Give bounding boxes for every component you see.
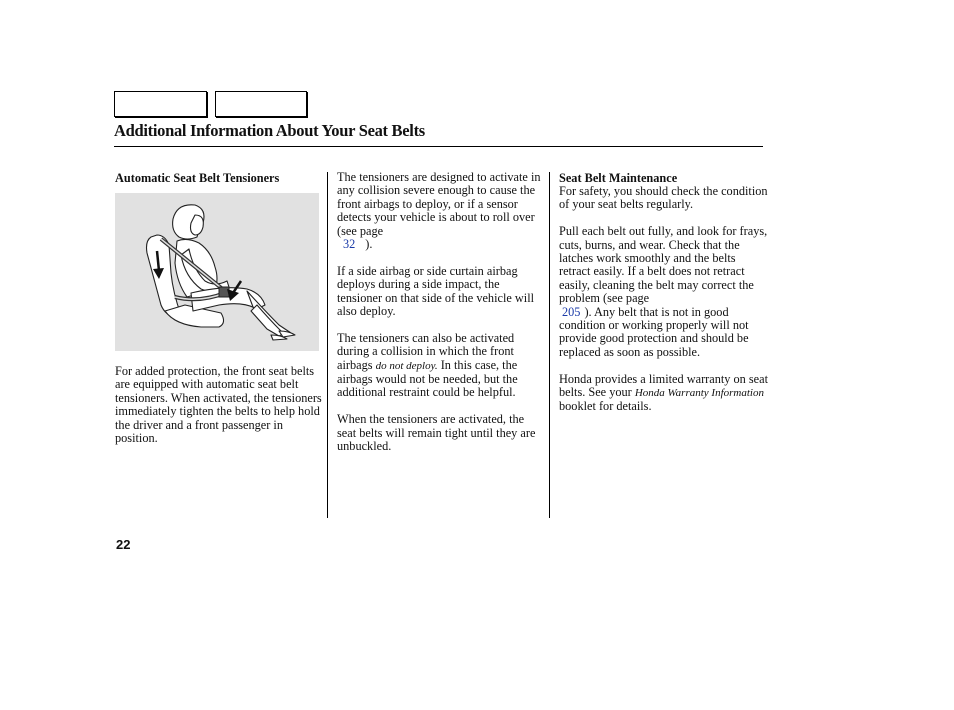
middle-column xyxy=(337,171,544,467)
inspection-paragraph xyxy=(559,225,769,359)
paragraph-text: The tensioners are designed to activate in any collision severe enough to cause the front airbags to deploy, or if a sensor detects your vehicle is about to roll over (see page xyxy=(337,170,541,238)
page-reference-link[interactable]: 205 xyxy=(562,304,581,319)
page-reference-link[interactable]: 32 xyxy=(343,237,356,252)
seat-belt-tensioner-illustration xyxy=(115,193,319,351)
paragraph-text: ). xyxy=(365,237,373,252)
section-heading-tensioners: Automatic Seat Belt Tensioners xyxy=(115,171,280,185)
paragraph-text: The tensioners can also be activated during a collision in which the front airbags xyxy=(337,330,515,372)
seated-passenger-icon xyxy=(115,193,319,351)
column-divider xyxy=(549,172,550,518)
left-column xyxy=(115,171,323,459)
nav-button-main-menu[interactable] xyxy=(114,91,207,117)
emphasis-text: do not deploy. xyxy=(375,359,438,372)
paragraph-text: ). Any belt that is not in good condition or working properly will not provide good protection and should be replaced as soon as possible. xyxy=(559,304,749,359)
nav-button-table-of-contents[interactable] xyxy=(215,91,307,117)
column-divider xyxy=(327,172,328,518)
tensioner-description: For added protection, the front seat belts are equipped with automatic seat belt tensioners. When activated, the tensioners immediately tighten the belts to help hold the driver and a front passenger in position. xyxy=(115,364,322,446)
unbuckle-paragraph: When the tensioners are activated, the seat belts will remain tight until they are unbuckled. xyxy=(337,412,536,454)
paragraph-text: Honda provides a limited warranty on seat belts. See your xyxy=(559,371,768,400)
paragraph-text: In this case, the airbags would not be needed, but the additional restraint could be helpful. xyxy=(337,357,518,400)
warranty-paragraph xyxy=(559,373,769,414)
maintenance-intro: For safety, you should check the condition of your seat belts regularly. xyxy=(559,184,768,212)
side-airbag-paragraph: If a side airbag or side curtain airbag deploys during a side impact, the tensioner on that side of the vehicle will also deploy. xyxy=(337,263,535,319)
section-heading-maintenance: Seat Belt Maintenance xyxy=(559,171,678,185)
page-title: Additional Information About Your Seat Belts xyxy=(114,121,425,140)
no-deploy-paragraph xyxy=(337,332,544,400)
right-column xyxy=(559,171,769,427)
paragraph-text: Pull each belt out fully, and look for frays, cuts, burns, and wear. Check that the latches work smoothly and the belts retract easily. If a belt does not retract easily, cleaning the belt may correct the problem (see page xyxy=(559,224,768,306)
tensioner-activation-paragraph xyxy=(337,171,544,251)
emphasis-text: Honda Warranty Information xyxy=(634,387,764,400)
paragraph-text: booklet for details. xyxy=(559,399,652,414)
title-divider xyxy=(114,146,763,147)
page-number: 22 xyxy=(116,537,131,552)
